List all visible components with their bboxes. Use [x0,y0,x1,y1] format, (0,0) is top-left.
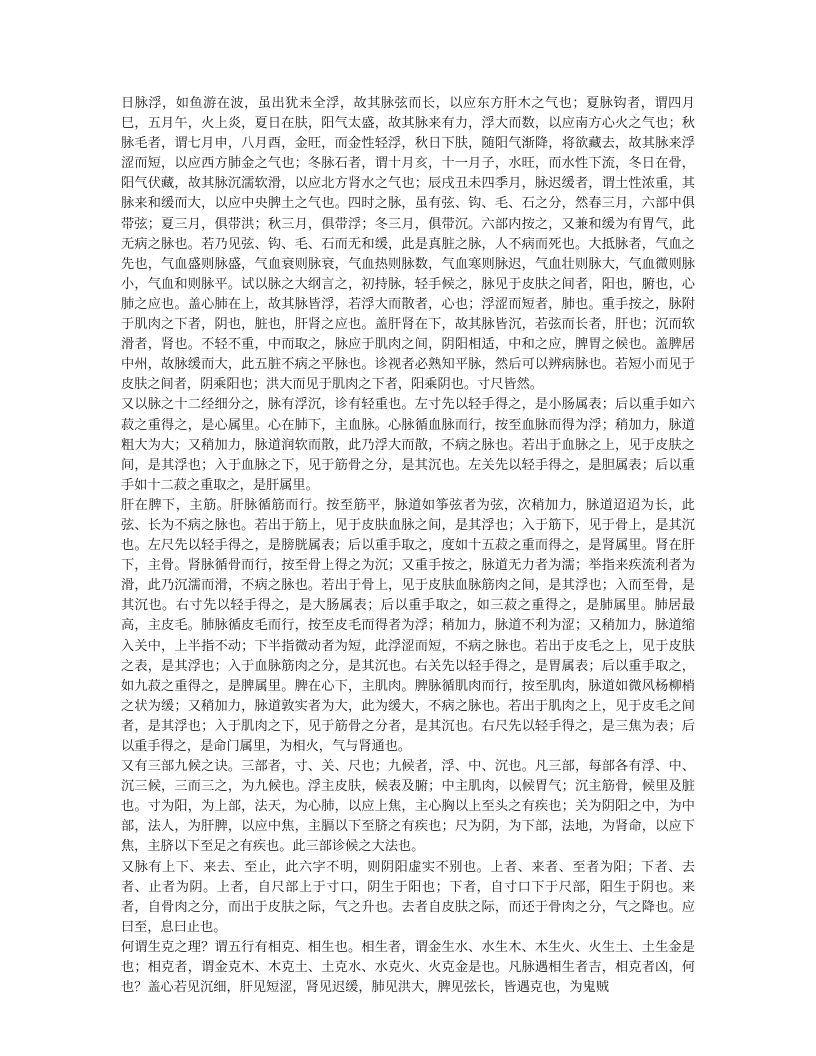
paragraph-three-regions-nine-indicators: 又有三部九候之诀。三部者，寸、关、尺也；九候者，浮、中、沉也。凡三部，每部各有浮、中、沉三候，三而三之，为九候也。浮主皮肤，候表及腑；中主肌肉，以候胃气；沉主筋骨，候里及脏也。寸为阳，为上部，法天，为心肺，以应上焦，主心胸以上至头之有疾也；关为阴阳之中，为中部，法人，为肝脾，以应中焦，主膈以下至脐之有疾也；尺为阴，为下部，法地，为肾命，以应下焦，主脐以下至足之有疾也。此三部诊候之大法也。 [121,759,695,855]
paragraph-seasonal-pulses: 日脉浮，如鱼游在波，虽出犹未全浮，故其脉弦而长，以应东方肝木之气也；夏脉钩者，谓四月巳，五月午，火上炎，夏日在肤，阳气太盛，故其脉来有力，浮大而数，以应南方心火之气也；秋脉毛者，谓七月申，八月酉，金旺，而金性轻浮，秋日下肤，随阳气渐降，将欲藏去，故其脉来浮涩而短，以应西方肺金之气也；冬脉石者，谓十月亥，十一月子，水旺，而水性下流，冬日在骨，阳气伏藏，故其脉沉濡软滑，以应北方肾水之气也；辰戌丑未四季月，脉迟缓者，谓土性浓重，其脉来和缓而大，以应中央脾土之气也。四时之脉，虽有弦、钩、毛、石之分，然春三月，六部中俱带弦；夏三月，俱带洪；秋三月，俱带浮；冬三月，俱带沉。六部内按之，又兼和缓为有胃气，此无病之脉也。若乃见弦、钩、毛、石而无和缓，此是真脏之脉，人不病而死也。大抵脉者，气血之先也，气血盛则脉盛，气血衰则脉衰，气血热则脉数，气血寒则脉迟，气血壮则脉大，气血微则脉小，气血和则脉平。试以脉之大纲言之，初持脉，轻手候之，脉见于皮肤之间者，阳也，腑也，心肺之应也。盖心肺在上，故其脉皆浮，若浮大而散者，心也；浮涩而短者，肺也。重手按之，脉附于肌肉之下者，阴也，脏也，肝肾之应也。盖肝肾在下，故其脉皆沉，若弦而长者，肝也；沉而软滑者，肾也。不轻不重，中而取之，脉应于肌肉之间，阴阳相适，中和之应，脾胃之候也。盖脾居中州，故脉缓而大，此五脏不病之平脉也。诊视者必熟知平脉，然后可以辨病脉也。若短小而见于皮肤之间者，阴乘阳也；洪大而见于肌肉之下者，阳乘阴也。寸尺皆然。 [121,96,695,393]
document-page [121,94,695,998]
paragraph-twelve-meridians: 又以脉之十二经细分之，脉有浮沉，诊有轻重也。左寸先以轻手得之，是小肠属表；后以重手如六菽之重得之，是心属里。心在肺下，主血脉。心脉循血脉而行，按至血脉而得为浮；稍加力，脉道粗大为大；又稍加力，脉道润软而散，此乃浮大而散，不病之脉也。若出于血脉之上，见于皮肤之间，是其浮也；入于血脉之下，见于筋骨之分，是其沉也。左关先以轻手得之，是胆属表；后以重手如十二菽之重取之，是肝属里。 [121,397,695,493]
paragraph-generation-restraint: 何谓生克之理？谓五行有相克、相生也。相生者，谓金生水、水生木、木生火、火生土、土生金是也；相克者，谓金克木、木克土、土克水、水克火、火克金是也。凡脉遇相生者吉，相克者凶，何也？盖心若见沉细，肝见短涩，肾见迟缓，肺见洪大，脾见弦长，皆遇克也，为鬼贼 [121,939,695,996]
paragraph-rise-fall-arrive-stop: 又脉有上下、来去、至止，此六字不明，则阴阳虚实不别也。上者、来者、至者为阳；下者、去者、止者为阴。上者，自尺部上于寸口，阴生于阳也；下者，自寸口下于尺部，阳生于阴也。来者，自骨肉之分，而出于皮肤之际，气之升也。去者自皮肤之际，而还于骨肉之分，气之降也。应曰至，息曰止也。 [121,859,695,935]
paragraph-liver-kidney-lung-spleen: 肝在脾下，主筋。肝脉循筋而行。按至筋平，脉道如筝弦者为弦，次稍加力，脉道迢迢为长，此弦、长为不病之脉也。若出于筋上，见于皮肤血脉之间，是其浮也；入于筋下，见于骨上，是其沉也。左尺先以轻手得之，是膀胱属表；后以重手取之，度如十五菽之重而得之，是肾属里。肾在肝下，主骨。肾脉循骨而行，按至骨上得之为沉；又重手按之，脉道无力者为濡；举指来疾流利者为滑，此乃沉濡而滑，不病之脉也。若出于骨上，见于皮肤血脉筋肉之间，是其浮也；入而至骨，是其沉也。右寸先以轻手得之，是大肠属表；后以重手取之，如三菽之重得之，是肺属里。肺居最高，主皮毛。肺脉循皮毛而行，按至皮毛而得者为浮；稍加力，脉道不利为涩；又稍加力，脉道缩入关中，上半指不动；下半指微动者为短，此浮涩而短，不病之脉也。若出于皮毛之上，见于皮肤之表，是其浮也；入于血脉筋肉之分，是其沉也。右关先以轻手得之，是胃属表；后以重手取之，如九菽之重得之，是脾属里。脾在心下，主肌肉。脾脉循肌肉而行，按至肌肉，脉道如微风杨柳梢之状为缓；又稍加力，脉道敦实者为大，此为缓大，不病之脉也。若出于肌肉之上，见于皮毛之间者，是其浮也；入于肌肉之下，见于筋骨之分者，是其沉也。右尺先以轻手得之，是三焦为表；后以重手得之，是命门属里，为相火，气与肾通也。 [121,497,695,754]
